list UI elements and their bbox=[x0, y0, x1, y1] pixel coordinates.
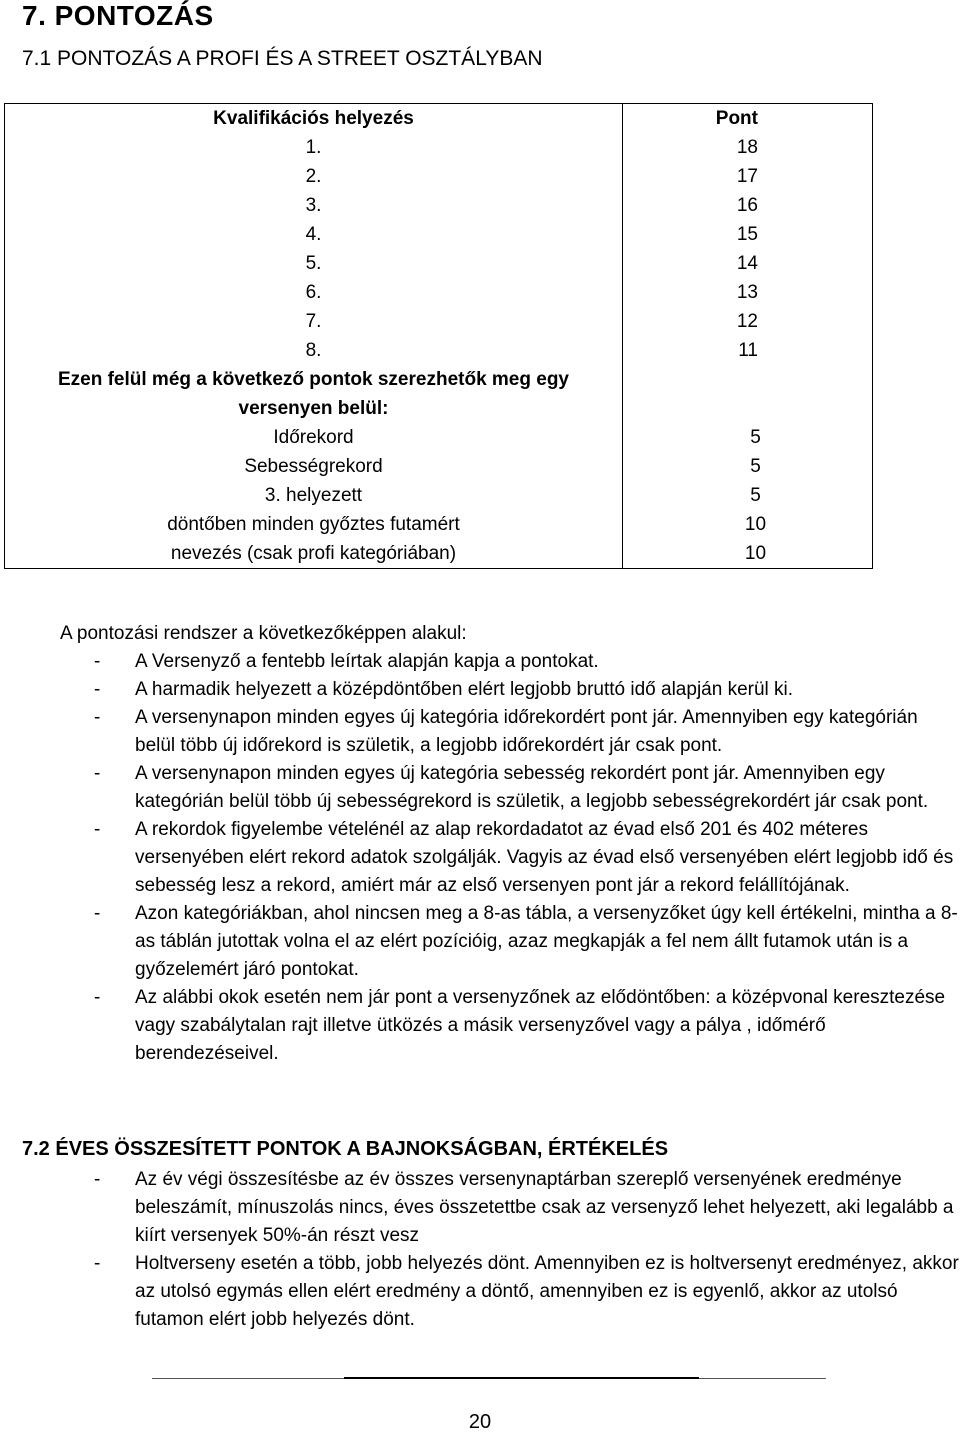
list-item: - A versenynapon minden egyes új kategória időrekordért pont jár. Amennyiben egy kategórián belül több új időrekord is születik, a legjobb időrekordért jár csak pont. bbox=[94, 707, 918, 756]
annual-rules-list bbox=[60, 1166, 960, 1334]
list-item: - Holtverseny esetén a több, jobb helyezés dönt. Amennyiben ez is holtversenyt eredményez, akkor az utolsó egymás ellen elért eredmény a döntő, amennyiben ez is egyenlő, akkor az utolsó futamon elért jobb helyezés dönt. bbox=[94, 1253, 959, 1330]
bonus-points: 5 bbox=[750, 427, 761, 448]
page-title: 7. PONTOZÁS bbox=[22, 0, 214, 31]
bonus-points: 10 bbox=[744, 514, 767, 535]
table-cell-points: 14 bbox=[736, 253, 758, 274]
table-header-points: Pont bbox=[715, 108, 758, 129]
points-table bbox=[4, 103, 873, 569]
rules-intro: A pontozási rendszer a következőképpen alakul: bbox=[60, 623, 467, 644]
bonus-label: Sebességrekord bbox=[244, 456, 383, 477]
table-cell-points: 15 bbox=[736, 224, 758, 245]
page-number: 20 bbox=[468, 1411, 492, 1433]
annual-rules bbox=[60, 1166, 960, 1334]
bonus-label: döntőben minden győztes futamért bbox=[167, 514, 460, 535]
table-cell-points: 12 bbox=[736, 311, 758, 332]
table-cell-points: 18 bbox=[736, 137, 758, 158]
list-item: - Az alábbi okok esetén nem jár pont a versenyzőnek az elődöntőben: a középvonal keresztezése vagy szabálytalan rajt illetve ütközés a másik versenyzővel vagy a pálya , időmérő berendezéseivel. bbox=[94, 987, 946, 1064]
bonus-points: 5 bbox=[750, 485, 761, 506]
table-header-placement: Kvalifikációs helyezés bbox=[213, 108, 414, 129]
bonus-label: 3. helyezett bbox=[264, 485, 363, 506]
bonus-points: 5 bbox=[750, 456, 761, 477]
table-row: 8. bbox=[305, 340, 322, 361]
placement-column bbox=[5, 104, 623, 569]
bonus-label: nevezés (csak profi kategóriában) bbox=[170, 543, 457, 564]
list-item: - A rekordok figyelembe vételénél az alap rekordadatot az évad első 201 és 402 méteres versenyében elért rekord adatok szolgálják. Vagyis az évad első versenyében elért legjobb idő és sebesség lesz a rekord, amiért már az első versenyen pont jár a rekord felállítójának. bbox=[94, 819, 954, 896]
extra-points-note: Ezen felül még a következő pontok szerezhetők meg egy bbox=[57, 369, 570, 390]
table-row: 6. bbox=[305, 282, 322, 303]
table-cell-points: 17 bbox=[736, 166, 758, 187]
table-row: 1. bbox=[305, 137, 322, 158]
footer-divider bbox=[152, 1378, 826, 1379]
list-item: - A Versenyző a fentebb leírtak alapján kapja a pontokat. bbox=[94, 651, 599, 672]
bonus-points: 10 bbox=[744, 543, 767, 564]
table-cell-points: 11 bbox=[738, 340, 758, 361]
section-1-title: 7.1 PONTOZÁS A PROFI ÉS A STREET OSZTÁLYBAN bbox=[22, 47, 543, 70]
section-2-title: 7.2 ÉVES ÖSSZESÍTETT PONTOK A BAJNOKSÁGBAN, ÉRTÉKELÉS bbox=[22, 1138, 669, 1160]
table-row: 7. bbox=[305, 311, 322, 332]
table-row: 4. bbox=[305, 224, 322, 245]
table-cell-points: 16 bbox=[736, 195, 758, 216]
list-item: - A versenynapon minden egyes új kategória sebesség rekordért pont jár. Amennyiben egy kategórián belül több új sebességrekord is születik, a legjobb sebességrekordért jár csak pont. bbox=[94, 763, 929, 812]
scoring-rules bbox=[60, 620, 960, 1068]
extra-points-note: versenyen belül: bbox=[238, 398, 389, 419]
table-row: 3. bbox=[305, 195, 322, 216]
table-row: 2. bbox=[305, 166, 322, 187]
table-cell-points: 13 bbox=[736, 282, 758, 303]
points-column bbox=[623, 104, 873, 569]
list-item: - Azon kategóriákban, ahol nincsen meg a 8-as tábla, a versenyzőket úgy kell értékelni, mintha a 8-as táblán jutottak volna el az elért pozícióig, azaz megkapják a fel nem állt futamok után is a győzelemért járó pontokat. bbox=[94, 903, 958, 980]
list-item: - Az év végi összesítésbe az év összes versenynaptárban szereplő versenyének eredménye beleszámít, mínuszolás nincs, éves összetettbe csak az versenyző lehet helyezett, aki legalább a kiírt versenyek 50%-án részt vesz bbox=[94, 1169, 954, 1246]
list-item: - A harmadik helyezett a középdöntőben elért legjobb bruttó idő alapján kerül ki. bbox=[94, 679, 794, 700]
rules-list bbox=[60, 648, 960, 1068]
table-row: 5. bbox=[305, 253, 322, 274]
bonus-label: Időrekord bbox=[273, 427, 354, 448]
